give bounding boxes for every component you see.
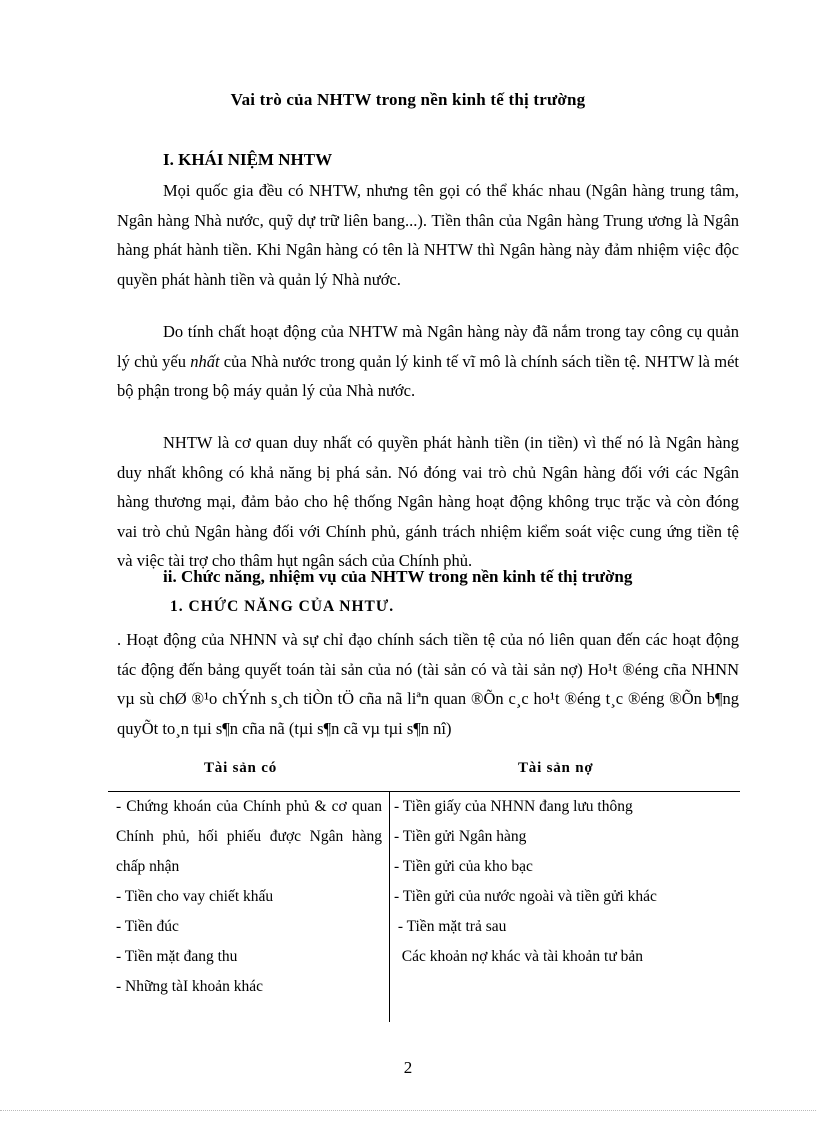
paragraph-2-italic: nhất <box>190 351 220 371</box>
header-liabilities: Tài sản nợ <box>518 760 594 776</box>
paragraph-2-text-a: Do tính chất hoạt động của NHTW mà Ngân hàng này đã nắm trong tay công cụ quản lý chủ yếu <box>117 322 739 371</box>
page-number: 2 <box>403 1058 413 1077</box>
assets-column <box>116 792 382 1002</box>
liability-item: Các khoản nợ khác và tài khoản tư bản <box>394 948 644 965</box>
section-heading-2: ii. Chức năng, nhiệm vụ của NHTW trong nền kinh tế thị trường <box>163 567 633 586</box>
asset-item: - Những tàI khoản khác <box>116 978 263 995</box>
table-column-divider <box>389 791 390 1022</box>
asset-item: - Tiền cho vay chiết khấu <box>116 888 274 905</box>
paragraph-3: NHTW là cơ quan duy nhất có quyền phát hành tiền (in tiền) vì thế nó là Ngân hàng duy nhất không có khả năng bị phá sản. Nó đóng vai trò chủ Ngân hàng đối với các Ngân hàng thương mại, đảm bảo cho hệ thống Ngân hàng hoạt động không trục trặc và còn đóng vai trò chủ Ngân hàng đối với Chính phủ, gánh trách nhiệm kiểm soát việc cung ứng tiền tệ và việc tài trợ cho thâm hụt ngân sách của Chính phủ. <box>117 433 739 571</box>
liability-item: - Tiền gửi của kho bạc <box>394 858 533 875</box>
paragraph-4: . Hoạt động của NHNN và sự chỉ đạo chính sách tiền tệ của nó liên quan đến các hoạt động tác động đến bảng quyết toán tài sản của nó (tài sản có và tài sản nợ) Ho¹t ®éng cña NHNN vµ sù chØ ®¹o chÝnh s¸ch tiÒn tÖ cña nã liªn quan ®Õn c¸c ho¹t ®éng t¸c ®éng ®Õn b¶ng quyÕt to¸n tµi s¶n cña nã (tµi s¶n cã vµ tµi s¶n nî) <box>117 630 739 738</box>
paragraph-2-text-b: của Nhà nước trong quản lý kinh tế vĩ mô là chính sách tiền tệ. NHTW là mét bộ phận trong bộ máy quản lý của Nhà nước. <box>117 351 739 401</box>
paragraph-1: Mọi quốc gia đều có NHTW, nhưng tên gọi có thể khác nhau (Ngân hàng trung tâm, Ngân hàng Nhà nước, quỹ dự trữ liên bang...). Tiền thân của Ngân hàng Trung ương là Ngân hàng phát hành tiền. Khi Ngân hàng có tên là NHTW thì Ngân hàng này đảm nhiệm việc độc quyền phát hành tiền và quản lý Nhà nước. <box>117 181 739 289</box>
liability-item: - Tiền mặt trả sau <box>394 918 507 935</box>
page-bottom-rule <box>0 1110 816 1111</box>
header-assets: Tài sản có <box>204 760 278 776</box>
subsection-heading: 1. CHỨC NĂNG CỦA NHTƯ. <box>170 598 395 615</box>
section-heading-1: I. KHÁI NIỆM NHTW <box>163 150 333 169</box>
paragraph-2 <box>117 317 739 406</box>
asset-item: - Tiền mặt đang thu <box>116 948 238 965</box>
balance-sheet-table <box>108 760 740 1022</box>
page-title: Vai trò của NHTW trong nền kinh tế thị trường <box>230 90 586 109</box>
asset-item: - Chứng khoán của Chính phủ & cơ quan Chính phủ, hối phiếu được Ngân hàng chấp nhận <box>116 798 382 875</box>
liability-item: - Tiền gửi của nước ngoài và tiền gửi khác <box>394 888 657 905</box>
liabilities-column <box>394 792 740 972</box>
liability-item: - Tiền gửi Ngân hàng <box>394 828 527 845</box>
asset-item: - Tiền đúc <box>116 918 179 935</box>
liability-item: - Tiền giấy của NHNN đang lưu thông <box>394 798 633 815</box>
